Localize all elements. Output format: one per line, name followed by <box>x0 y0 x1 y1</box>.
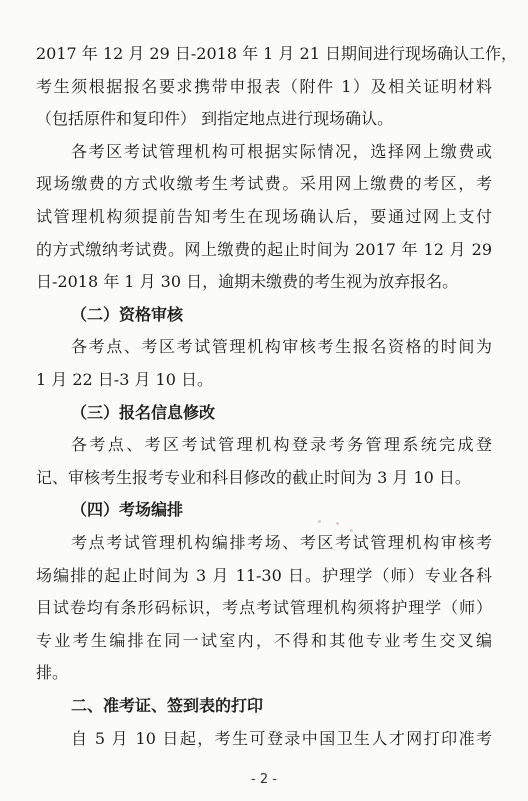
section-3-line-2: 记、审核考生报考专业和科目修改的截止时间为 3 月 10 日。 <box>36 467 471 487</box>
paragraph-1-line-1: 2017 年 12 月 29 日-2018 年 1 月 21 日期间进行现场确认工作， <box>36 44 517 63</box>
section-3-line-1: 各考点、考区考试管理机构登录考务管理系统完成登 <box>71 435 492 455</box>
stamp-dot <box>336 522 339 525</box>
paragraph-2-line-2: 现场缴费的方式收缴考生考试费。采用网上缴费的考区，考 <box>36 174 492 194</box>
part-2-heading: 二、准考证、签到表的打印 <box>71 696 264 715</box>
section-4-line-4: 专业考生编排在同一试室内，不得和其他专业考生交叉编 <box>36 630 492 650</box>
stamp-dot <box>350 529 353 532</box>
stamp-dot <box>318 520 321 523</box>
paragraph-2-line-1: 各考区考试管理机构可根据实际情况，选择网上缴费或 <box>71 141 492 161</box>
page-number: - 2 - <box>251 772 277 787</box>
section-4-line-2: 场编排的起止时间为 3 月 11-30 日。护理学（师）专业各科 <box>36 565 492 585</box>
paragraph-2-line-5: 日-2018 年 1 月 30 日，逾期未缴费的考生视为放弃报名。 <box>36 272 459 292</box>
part-2-line-1: 自 5 月 10 日起，考生可登录中国卫生人才网打印准考 <box>71 728 492 748</box>
paragraph-2-line-4: 的方式缴纳考试费。网上缴费的起止时间为 2017 年 12 月 29 <box>36 239 492 259</box>
section-2-line-2: 1 月 22 日-3 月 10 日。 <box>36 370 214 389</box>
section-3-heading: （三）报名信息修改 <box>71 402 216 422</box>
section-4-heading: （四）考场编排 <box>71 500 184 520</box>
section-4-line-5: 排。 <box>36 663 69 683</box>
paragraph-1-line-2: 考生须根据报名要求携带申报表（附件 1）及相关证明材料 <box>36 76 492 96</box>
section-4-line-3: 目试卷均有条形码标识，考点考试管理机构须将护理学（师） <box>36 598 492 618</box>
paragraph-1-line-3: （包括原件和复印件） 到指定地点进行现场确认。 <box>36 109 394 129</box>
section-2-heading: （二）资格审核 <box>71 304 184 324</box>
section-4-line-1: 考点考试管理机构编排考场、考区考试管理机构审核考 <box>71 533 492 552</box>
section-2-line-1: 各考点、考区考试管理机构审核考生报名资格的时间为 <box>71 337 492 357</box>
paragraph-2-line-3: 试管理机构须提前告知考生在现场确认后，要通过网上支付 <box>36 207 492 226</box>
